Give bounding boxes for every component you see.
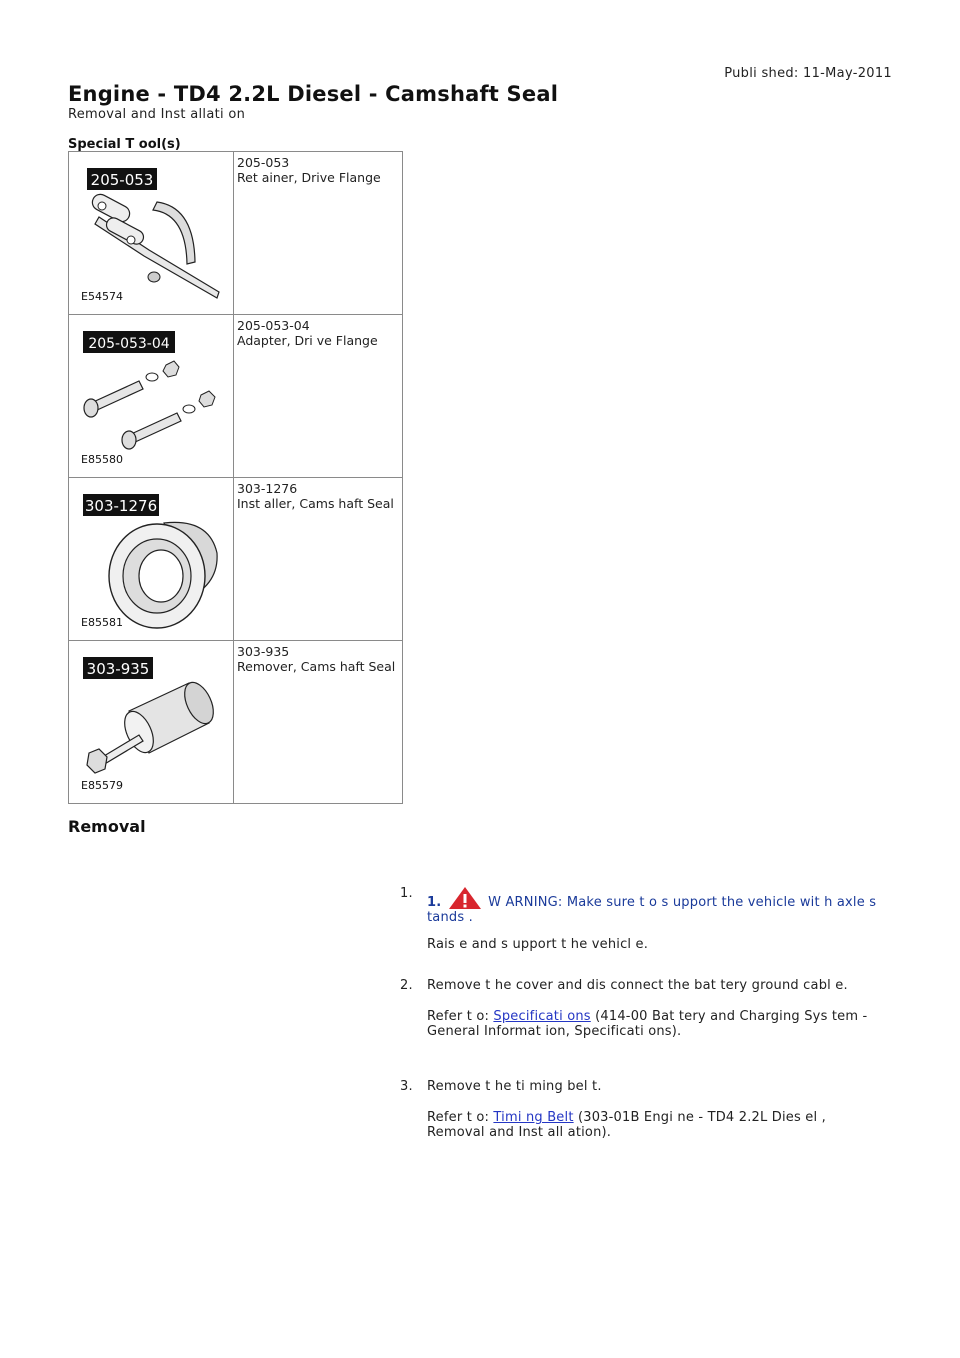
- tool-description-cell: [234, 152, 403, 315]
- refer-prefix: Refer t o:: [427, 1009, 494, 1024]
- step-instruction: Remove t he ti ming bel t.: [427, 1079, 602, 1094]
- tool-name: Adapter, Dri ve Flange: [237, 333, 378, 348]
- refer-suffix: (303-01B Engi ne - TD4 2.2L Dies el , Removal and Inst all ation).: [427, 1110, 826, 1140]
- tool-number: 205-053-04: [237, 318, 310, 333]
- refer-suffix: (414-00 Bat tery and Charging Sys tem - General Informat ion, Specificati ons).: [427, 1009, 868, 1039]
- page-subtitle: Removal and Inst allati on: [68, 107, 246, 122]
- tool-badge-label: 205-053-04: [88, 336, 170, 352]
- tool-image-cell: [69, 641, 234, 804]
- tool-badge-label: 303-1276: [84, 497, 158, 515]
- published-date: Publi shed: 11-May-2011: [724, 66, 892, 81]
- tool-description-cell: [234, 478, 403, 641]
- timing-belt-link[interactable]: Timi ng Belt: [493, 1110, 574, 1125]
- tool-badge-label: 303-935: [86, 660, 150, 678]
- tool-description-cell: [234, 641, 403, 804]
- figure-id: E54574: [81, 290, 123, 303]
- special-tools-heading: Special T ool(s): [68, 137, 181, 152]
- camshaft-seal-remover-figure: [69, 641, 233, 803]
- figure-id: E85580: [81, 453, 123, 466]
- warning-message: W ARNING: Make sure t o s upport the vehicle wit h axle s tands .: [427, 895, 877, 925]
- step-instruction: Remove t he cover and dis connect the bat tery ground cabl e.: [427, 978, 848, 993]
- tool-row: [69, 641, 403, 804]
- tool-number: 205-053: [237, 155, 290, 170]
- tool-image-cell: [69, 152, 234, 315]
- step-1: [400, 886, 877, 952]
- tool-name: Remover, Cams haft Seal: [237, 659, 396, 674]
- tool-row: [69, 152, 403, 315]
- step-number: 2.: [400, 978, 413, 993]
- step-3: [400, 1079, 870, 1149]
- tool-number: 303-1276: [237, 481, 298, 496]
- figure-id: E85579: [81, 779, 123, 792]
- tool-row: [69, 315, 403, 478]
- specifications-link[interactable]: Specificati ons: [493, 1009, 591, 1024]
- tool-name: Inst aller, Cams haft Seal: [237, 496, 394, 511]
- refer-to: [427, 1009, 877, 1039]
- refer-prefix: Refer t o:: [427, 1110, 494, 1125]
- page-title: Engine - TD4 2.2L Diesel - Camshaft Seal: [68, 82, 559, 106]
- special-tools-table: [68, 151, 403, 804]
- warning-triangle-icon: [448, 886, 482, 910]
- figure-id: E85581: [81, 616, 123, 629]
- step-body: [427, 1079, 877, 1140]
- removal-heading: Removal: [68, 817, 146, 836]
- refer-to: [427, 1110, 877, 1140]
- tool-row: [69, 478, 403, 641]
- step-number: 3.: [400, 1079, 413, 1094]
- tool-number: 303-935: [237, 644, 290, 659]
- step-instruction: Rais e and s upport t he vehicl e.: [427, 937, 649, 952]
- tool-name: Ret ainer, Drive Flange: [237, 170, 381, 185]
- camshaft-seal-installer-figure: [69, 478, 233, 640]
- tool-image-cell: [69, 478, 234, 641]
- warning-number: 1.: [427, 895, 442, 910]
- warning-text: [427, 886, 877, 925]
- step-body: [427, 978, 877, 1039]
- tool-image-cell: [69, 315, 234, 478]
- step-2: [400, 978, 870, 1048]
- drive-flange-adapter-figure: [69, 315, 233, 477]
- step-body: [427, 886, 877, 952]
- tool-badge-label: 205-053: [90, 171, 154, 189]
- tool-description-cell: [234, 315, 403, 478]
- step-number: 1.: [400, 886, 413, 901]
- drive-flange-retainer-figure: [69, 152, 233, 314]
